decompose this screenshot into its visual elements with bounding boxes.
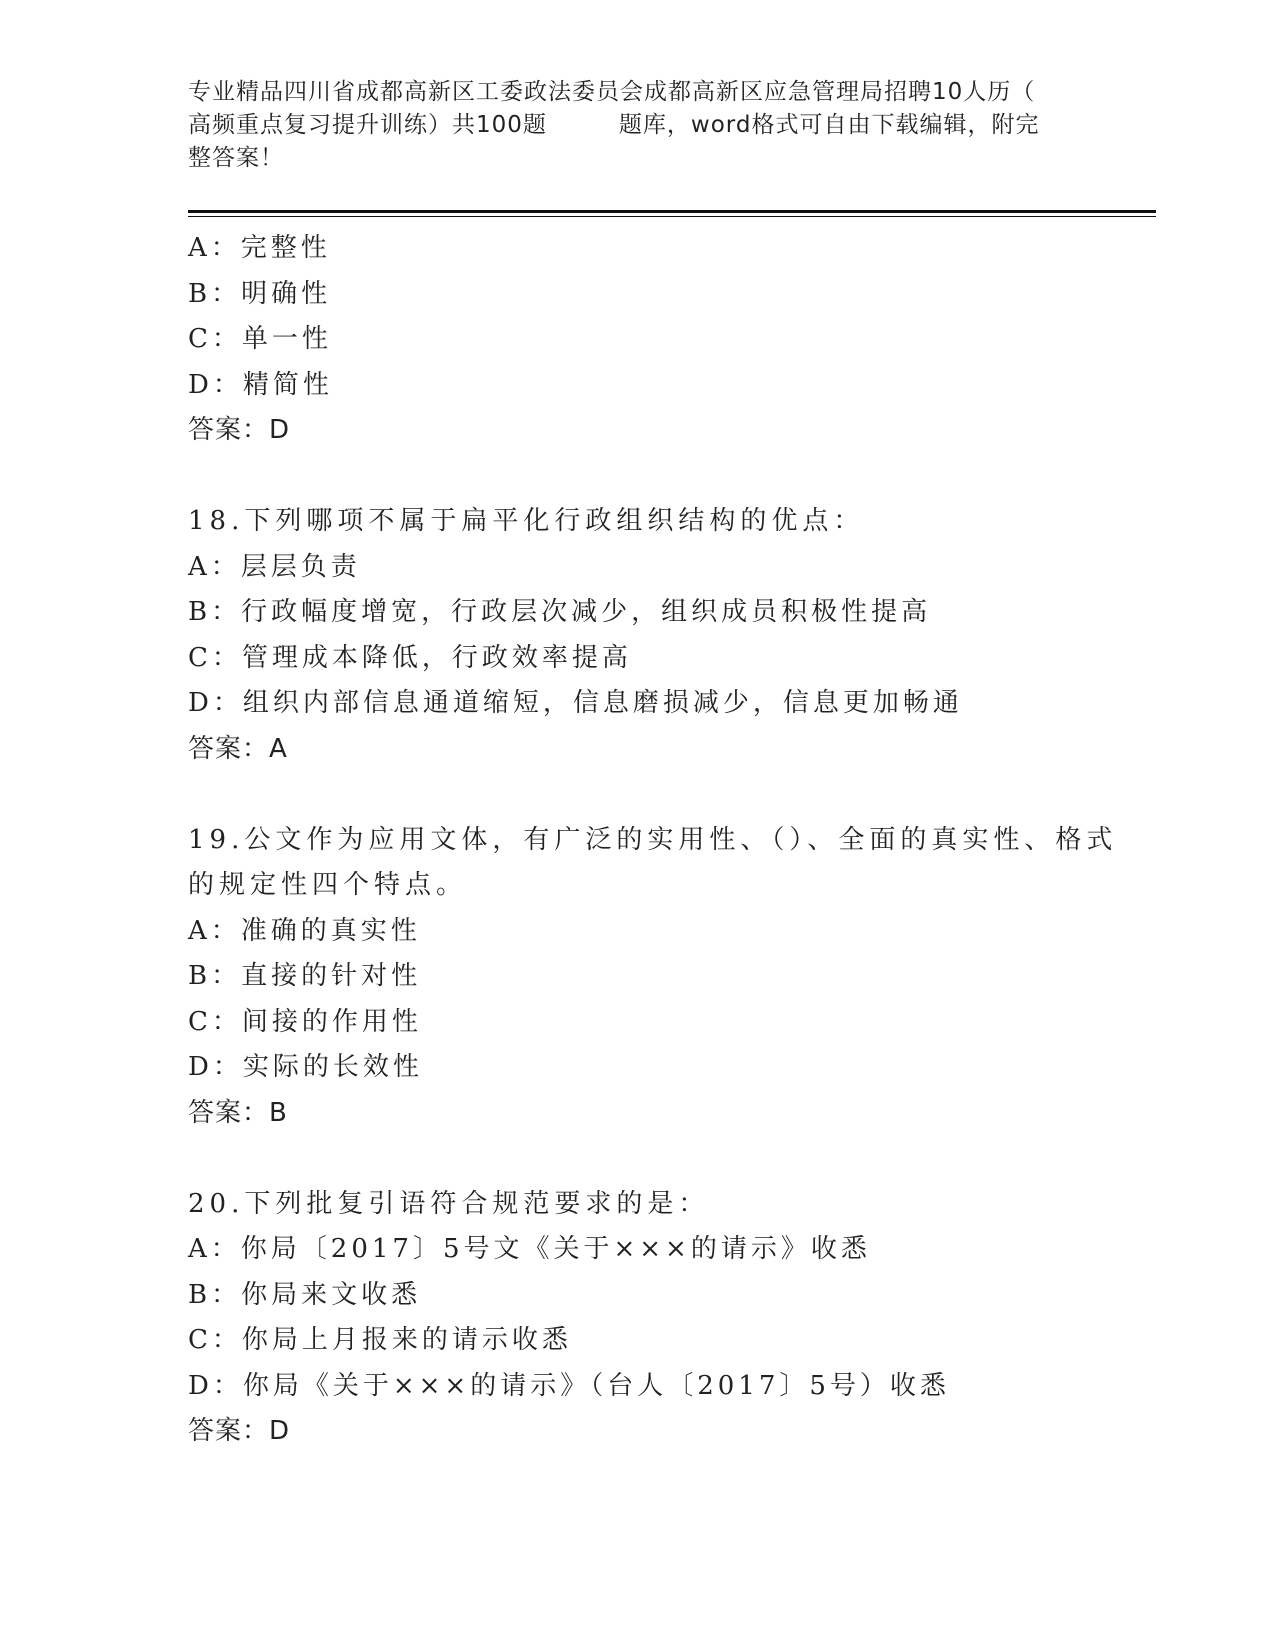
- option-a: A：准确的真实性: [188, 915, 421, 946]
- header-divider-thin: [188, 216, 1156, 217]
- question-19: [188, 818, 1148, 1137]
- option-c: C：管理成本降低，行政效率提高: [188, 642, 632, 673]
- question-stem-line-2: 的规定性四个特点。: [188, 870, 468, 900]
- answer: 答案：D: [188, 1416, 291, 1446]
- answer: 答案：D: [188, 415, 291, 445]
- option-b: B：明确性: [188, 278, 332, 309]
- option-d: D：精简性: [188, 369, 333, 400]
- question-stem: 18.下列哪项不属于扁平化行政组织结构的优点：: [188, 506, 865, 536]
- question-17: [188, 226, 1148, 454]
- question-stem-line-1: 19.公文作为应用文体，有广泛的实用性、（）、全面的真实性、格式: [188, 824, 1118, 855]
- question-stem: 20.下列批复引语符合规范要求的是：: [188, 1188, 710, 1219]
- option-d: D：你局《关于×××的请示》（台人〔2017〕5号）收悉: [188, 1370, 950, 1401]
- question-20: [188, 1182, 1148, 1455]
- answer: 答案：A: [188, 733, 288, 764]
- header-line-3: 整答案！: [188, 145, 284, 171]
- option-d: D：实际的长效性: [188, 1052, 423, 1082]
- option-c: C：你局上月报来的请示收悉: [188, 1325, 572, 1355]
- header-divider-thick: [188, 210, 1156, 213]
- question-18: [188, 499, 1148, 772]
- header-line-2-part-1: 高频重点复习提升训练）共100题: [188, 112, 547, 138]
- option-c: C：单一性: [188, 324, 332, 354]
- answer: 答案：B: [188, 1097, 288, 1128]
- option-b: B：你局来文收悉: [188, 1279, 422, 1310]
- spacer: [188, 1136, 1148, 1182]
- header-line-2-part-2: 题库，word格式可自由下载编辑，附完: [618, 112, 1040, 138]
- question-list: [188, 226, 1148, 1455]
- option-b: B：行政幅度增宽，行政层次减少，组织成员积极性提高: [188, 597, 932, 627]
- option-b: B：直接的针对性: [188, 961, 422, 991]
- header-line-2: [188, 109, 1088, 142]
- document-header: [188, 76, 1088, 175]
- option-a: A：层层负责: [188, 551, 361, 582]
- option-a: A：你局〔2017〕5号文《关于×××的请示》收悉: [188, 1234, 871, 1264]
- option-d: D：组织内部信息通道缩短，信息磨损减少，信息更加畅通: [188, 688, 963, 718]
- option-a: A：完整性: [188, 233, 331, 263]
- header-line-1: 专业精品四川省成都高新区工委政法委员会成都高新区应急管理局招聘10人历（: [188, 79, 1036, 105]
- option-c: C：间接的作用性: [188, 1006, 422, 1037]
- spacer: [188, 772, 1148, 818]
- spacer: [188, 454, 1148, 500]
